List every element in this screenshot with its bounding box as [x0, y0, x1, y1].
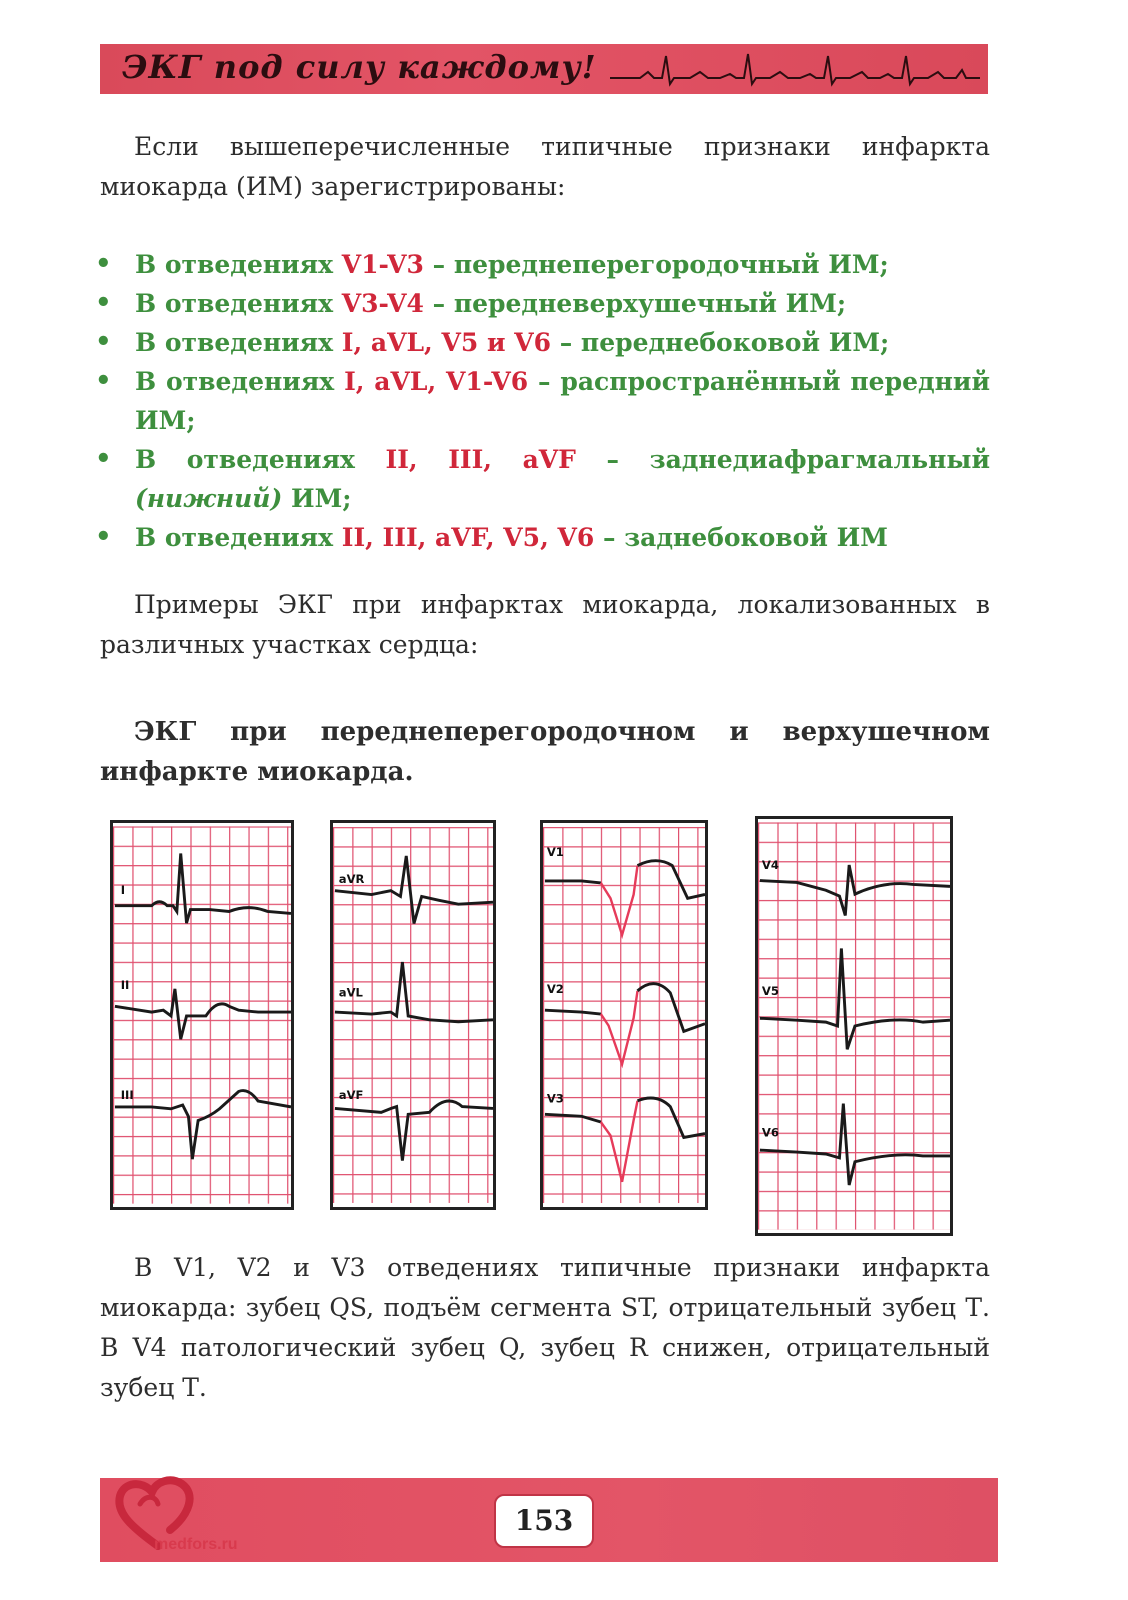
lead-label-V1: V1: [546, 844, 564, 859]
lead-label-III: III: [120, 1088, 134, 1103]
examples-paragraph: Примеры ЭКГ при инфарктах миокарда, локализованных в различных участках сердца:: [100, 590, 990, 659]
header-title: ЭКГ под силу каждому!: [122, 48, 597, 86]
intro-paragraph: Если вышеперечисленные типичные признаки инфаркта миокарда (ИМ) зарегистрированы:: [100, 132, 990, 201]
lead-label-I: I: [120, 883, 126, 898]
list-item: • В отведениях I, aVL, V5 и V6 – переднебоковой ИМ;: [95, 323, 990, 362]
ecg-panel-v4-v6: [755, 816, 953, 1236]
lead-label-V3: V3: [546, 1091, 564, 1106]
list-item: • В отведениях V1-V3 – переднеперегородочный ИМ;: [95, 245, 990, 284]
lead-label-II: II: [120, 977, 130, 992]
mi-localization-list: [95, 245, 990, 557]
list-item: • В отведениях V3-V4 – передневерхушечный ИМ;: [95, 284, 990, 323]
list-item: • В отведениях I, aVL, V1-V6 – распространённый передний ИМ;: [95, 362, 990, 440]
lead-label-aVF: aVF: [338, 1087, 364, 1102]
description-paragraph: В V1, V2 и V3 отведениях типичные признаки инфаркта миокарда: зубец QS, подъём сегмента ST, отрицательный зубец Т. В V4 патологический зубец Q, зубец R снижен, отрицательный зубец Т.: [100, 1253, 990, 1402]
lead-label-V6: V6: [761, 1125, 779, 1140]
header-band: [100, 44, 988, 94]
ecg-panel-augmented-leads: [330, 820, 496, 1210]
list-item: • В отведениях II, III, aVF – заднедиафрагмальный (нижний) ИМ;: [95, 440, 990, 518]
lead-label-aVL: aVL: [338, 985, 363, 1000]
page-number: 153: [494, 1494, 594, 1548]
site-name[interactable]: medfors.ru: [154, 1536, 238, 1553]
lead-label-V4: V4: [761, 857, 779, 872]
header-ecg-trace-icon: [610, 50, 980, 88]
list-item: • В отведениях II, III, aVF, V5, V6 – заднебоковой ИМ: [95, 518, 990, 557]
lead-label-V2: V2: [546, 981, 564, 996]
ecg-panel-limb-leads: [110, 820, 294, 1210]
ecg-panel-v1-v3: [540, 820, 708, 1210]
ecg-heading: ЭКГ при переднеперегородочном и верхушечном инфаркте миокарда.: [100, 717, 990, 787]
lead-label-aVR: aVR: [338, 871, 365, 886]
lead-label-V5: V5: [761, 983, 779, 998]
